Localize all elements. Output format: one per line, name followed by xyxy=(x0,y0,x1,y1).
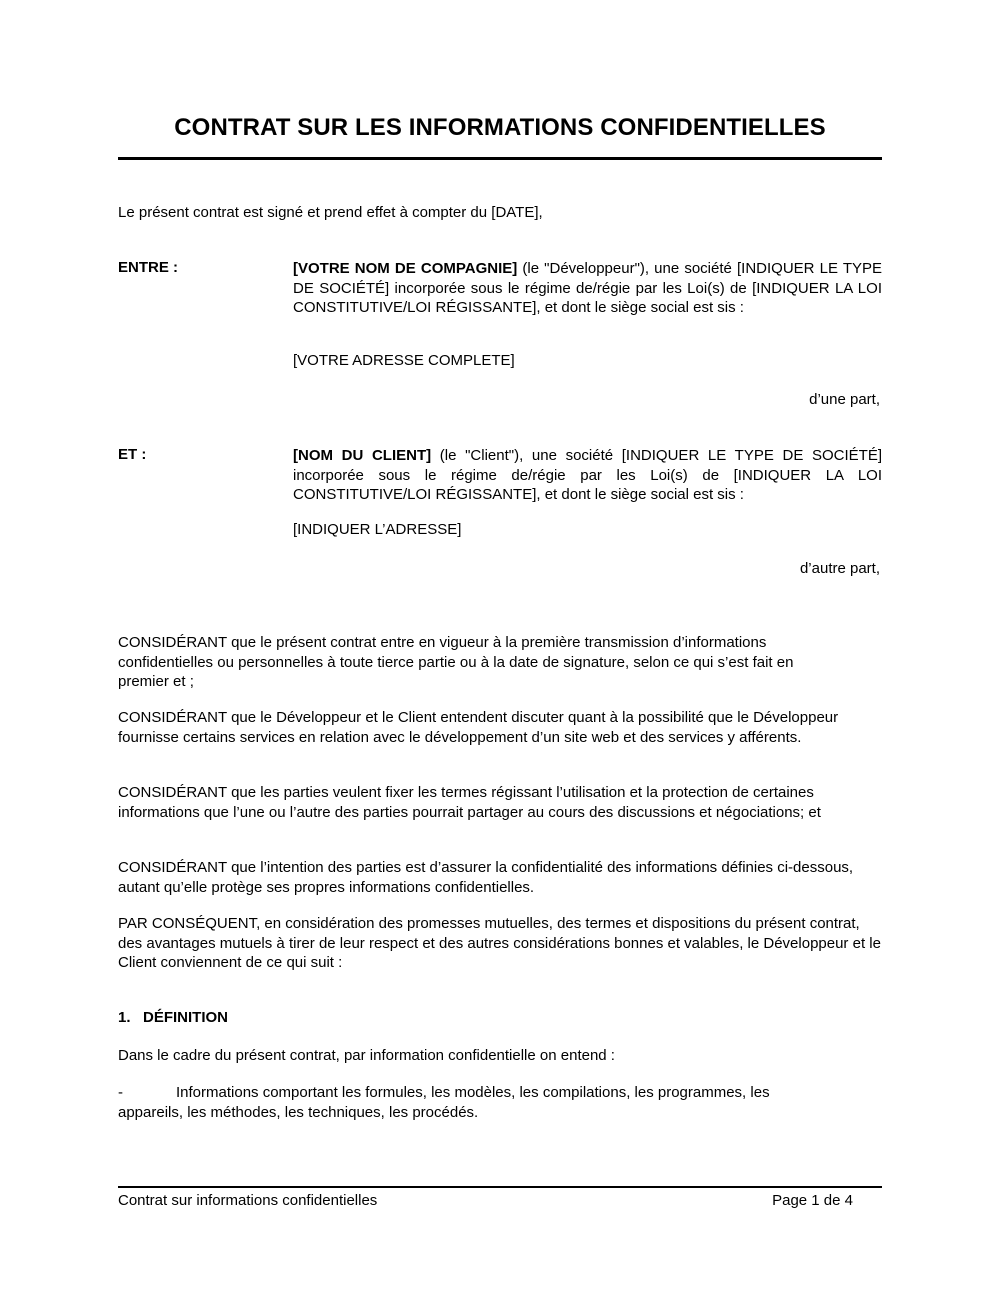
definition-bullet xyxy=(118,1083,838,1122)
recital-2: CONSIDÉRANT que le Développeur et le Client entendent discuter quant à la possibilité que le Développeur fournisse certains services en relation avec le développement d’un site web et des services y afférents. xyxy=(118,709,839,746)
title-divider xyxy=(118,157,882,160)
party-address-developer: [VOTRE ADRESSE COMPLETE] xyxy=(293,352,515,369)
definition-intro: Dans le cadre du présent contrat, par information confidentielle on entend : xyxy=(118,1047,615,1064)
section-heading-definition: 1. DÉFINITION xyxy=(118,1009,229,1026)
recital-therefore: PAR CONSÉQUENT, en considération des promesses mutuelles, des termes et dispositions du présent contrat, des avantages mutuels à tirer de leur respect et des autres considérations bonnes et valables, le Développeur et le Client conviennent de ce qui suit : xyxy=(118,915,881,971)
party-details-developer: (le "Développeur"), une société [INDIQUER LE TYPE DE SOCIÉTÉ] incorporée sous le régime de/régie par les Loi(s) de [INDIQUER LA LOI CONSTITUTIVE/LOI RÉGISSANTE], et dont le siège social est sis : xyxy=(293,260,882,316)
party-address-client: [INDIQUER L’ADRESSE] xyxy=(293,521,462,538)
party-label-entre: ENTRE : xyxy=(118,259,178,276)
footer-document-name: Contrat sur informations confidentielles xyxy=(118,1192,378,1209)
party-description-developer xyxy=(293,259,882,318)
party-closing-client: d’autre part, xyxy=(799,560,880,577)
recital-4: CONSIDÉRANT que l’intention des parties est d’assurer la confidentialité des informations définies ci-dessous, autant qu’elle protège ses propres informations confidentielles. xyxy=(118,859,854,896)
recital-1: CONSIDÉRANT que le présent contrat entre en vigueur à la première transmission d’informations confidentielles ou personnelles à toute tierce partie ou à la date de signature, selon ce qui s’est fait en premier et ; xyxy=(118,634,794,690)
recital-3: CONSIDÉRANT que les parties veulent fixer les termes régissant l’utilisation et la protection de certaines informations que l’une ou l’autre des parties pourrait partager au cours des discussions et négociations; et xyxy=(118,784,821,821)
party-closing-developer: d’une part, xyxy=(809,391,880,408)
footer-divider xyxy=(118,1186,882,1188)
party-name-developer: [VOTRE NOM DE COMPAGNIE] xyxy=(293,260,518,277)
party-description-client xyxy=(293,446,882,505)
document-title: CONTRAT SUR LES INFORMATIONS CONFIDENTIELLES xyxy=(174,114,826,141)
definition-bullet-text: Informations comportant les formules, les modèles, les compilations, les programmes, les appareils, les méthodes, les techniques, les procédés. xyxy=(118,1084,770,1121)
party-label-et: ET : xyxy=(118,446,147,463)
party-details-client: (le "Client"), une société [INDIQUER LE TYPE DE SOCIÉTÉ] incorporée sous le régime de/régie par les Loi(s) de [INDIQUER LA LOI CONSTITUTIVE/LOI RÉGISSANTE], et dont le siège social est sis : xyxy=(293,447,882,503)
footer-page-number: Page 1 de 4 xyxy=(772,1192,853,1209)
intro-paragraph: Le présent contrat est signé et prend effet à compter du [DATE], xyxy=(118,204,543,221)
bullet-dash: - xyxy=(118,1084,123,1101)
party-name-client: [NOM DU CLIENT] xyxy=(293,447,432,464)
